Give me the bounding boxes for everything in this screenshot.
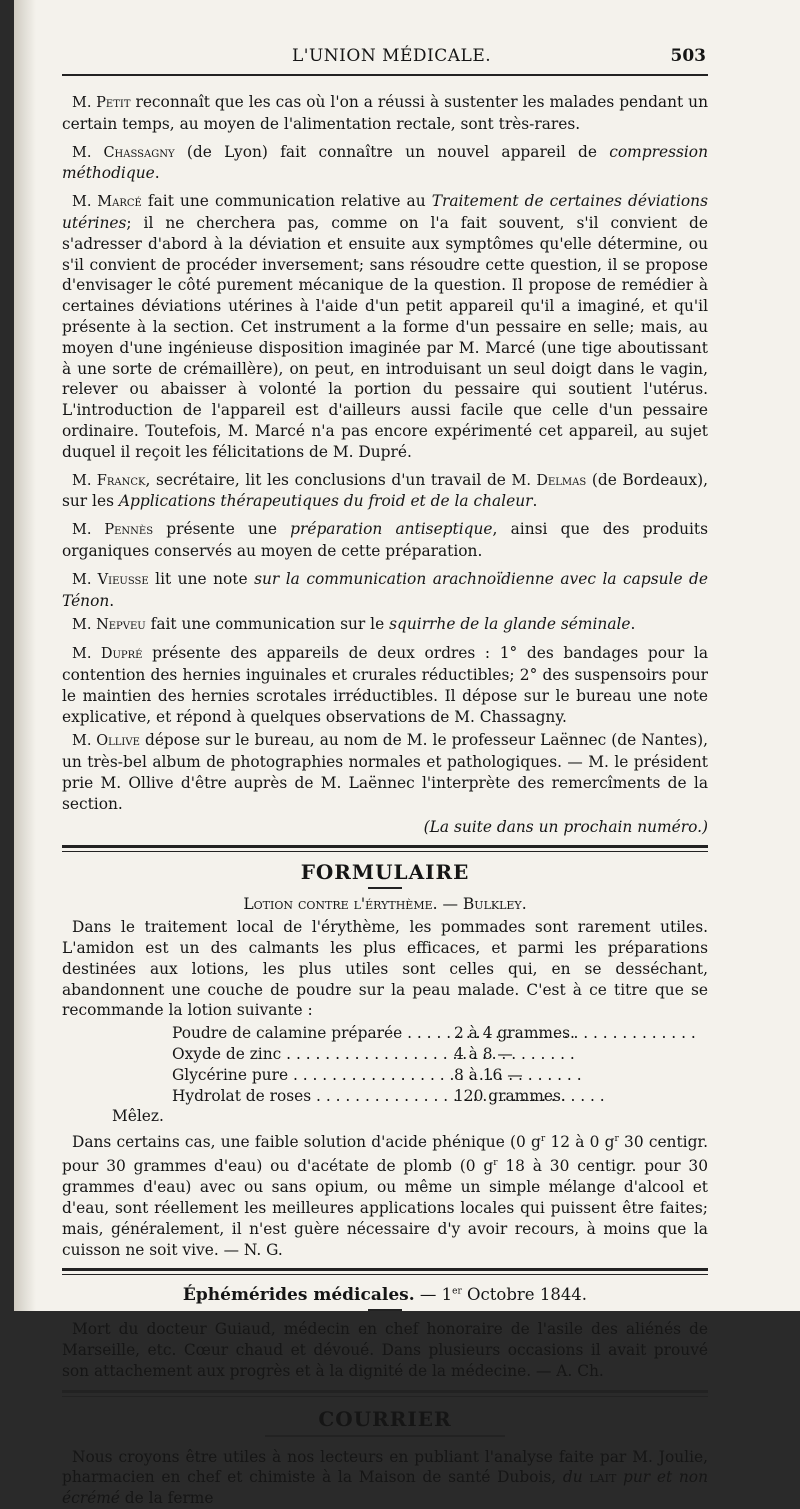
recipe-row	[172, 1023, 708, 1044]
recipe-row	[172, 1065, 708, 1086]
paragraph-marce: M. Marcé fait une communication relative au Traitement de certaines déviations utérines; il ne cherchera pas, comme on l'a fait souvent, s'il convient de s'adresser d'abord à la déviation et ensuite aux symptômes qu'elle détermine, ou s'il convient de procéder inversement; sans résoudre cette question, il se propose d'envisager le côté purement mécanique de la question. Il propose de remédier à certaines déviations utérines à l'aide d'un petit appareil qu'il a imaginé, et qu'il présente à la section. Cet instrument a la forme d'un pessaire en selle; mais, au moyen d'une ingénieuse disposition imaginée par M. Marcé (une tige aboutissant à une sorte de crémaillère), on peut, en introduisant un seul doigt dans le vagin, relever ou abaisser à volonté la portion du pessaire qui soutient l'utérus. L'introduction de l'appareil est d'ailleurs aussi facile que celle d'un pessaire ordinaire. Toutefois, M. Marcé n'a pas encore expérimenté cet appareil, au sujet duquel il reçoit les félicitations de M. Dupré.	[62, 192, 708, 461]
recipe-row	[172, 1044, 708, 1065]
courrier-title: COURRIER	[318, 1406, 452, 1431]
page-spine-shadow	[14, 0, 36, 1311]
ingredient-name: Oxyde de zinc . . .	[172, 1044, 454, 1065]
page-header	[62, 0, 708, 70]
formulaire-title: FORMULAIRE	[300, 860, 470, 885]
ephemerides-title: Éphémérides médicales. — 1er Octobre 1844.	[182, 1285, 588, 1306]
melez-instruction: Mêlez.	[112, 1107, 164, 1126]
section-rule	[62, 1390, 708, 1397]
formulaire-body: Dans certains cas, une faible solution d'acide phénique (0 $g^r$ 12 à 0 $g^r$ 30 centigr. pour 30 grammes d'eau) ou d'acétate de plomb (0 $g^r$ 18 à 30 centigr. pour 30 grammes d'eau) avec ou sans opium, ou même un simple mélange d'alcool et d'eau, sont réellement les meilleures applications locales qui puissent être faites; mais, généralement, il n'est guère nécessaire d'y avoir recours, à moins que la cuisson ne soit vive. — N. G.	[62, 1133, 709, 1259]
page-number: 503	[670, 46, 706, 66]
paragraph-chassagny: M. Chassagny (de Lyon) fait connaître un nouvel appareil de compression méthodique.	[62, 142, 708, 183]
recipe-row	[172, 1086, 708, 1107]
paragraph-ollive: M. Ollive dépose sur le bureau, au nom de M. le professeur Laënnec (de Nantes), un très-bel album de photographies normales et pathologiques. — M. le président prie M. Ollive d'être auprès de M. Laënnec l'interprète des remercîments de la section.	[62, 731, 708, 813]
section-rule	[62, 845, 708, 852]
ingredient-name: Hydrolat de roses . . .	[172, 1086, 454, 1107]
ingredient-name: Poudre de calamine préparée . . .	[172, 1023, 454, 1044]
continuation-note: (La suite dans un prochain numéro.)	[423, 817, 708, 836]
paragraph-petit: M. Petit reconnaît que les cas où l'on a réussi à sustenter les malades pendant un certain temps, au moyen de l'alimentation rectale, sont très-rares.	[62, 93, 708, 133]
ingredient-dose: 4 à 8 —	[454, 1045, 513, 1064]
ingredient-dose: 2 à 4 grammes.	[454, 1024, 575, 1043]
paragraph-dupre: M. Dupré présente des appareils de deux ordres : 1° des bandages pour la contention des hernies inguinales et crurales réductibles; 2° des suspensoirs pour le maintien des hernies scrotales irréductibles. Il dépose sur le bureau une note explicative, et répond à quelques observations de M. Chassagny.	[62, 644, 708, 726]
title-underline	[368, 887, 402, 889]
journal-page	[14, 0, 800, 1508]
formulaire-intro: Dans le traitement local de l'érythème, les pommades sont rarement utiles. L'amidon est un des calmants les plus efficaces, et parmi les préparations destinées aux lotions, les plus utiles sont celles qui, en se desséchant, abandonnent une couche de poudre sur la peau malade. C'est à ce titre que se recommande la lotion suivante :	[62, 918, 708, 1020]
ingredient-dose: 8 à 16 —	[454, 1065, 523, 1084]
ephemerides-text: Mort du docteur Guiaud, médecin en chef honoraire de l'asile des aliénés de Marseille, etc. Cœur chaud et dévoué. Dans plusieurs occasions il avait prouvé son attachement aux progrès et à la dignité de la médecine. — A. Ch.	[62, 1320, 708, 1380]
paragraph-vieusse: M. Vieusse lit une note sur la communication arachnoïdienne avec la capsule de Ténon.	[62, 569, 709, 610]
courrier-text: Nous croyons être utiles à nos lecteurs en publiant l'analyse faite par M. Joulie, pharmacien en chef et chimiste à la Maison de santé Dubois, du lait pur et non écrémé de la ferme	[62, 1447, 708, 1508]
title-underline	[368, 1309, 402, 1311]
paragraph-nepveu: M. Nepveu fait une communication sur le squirrhe de la glande séminale.	[72, 615, 636, 634]
section-rule	[62, 1268, 708, 1275]
paragraph-franck: M. Franck, secrétaire, lit les conclusions d'un travail de M. Delmas (de Bordeaux), sur les Applications thérapeutiques du froid et de la chaleur.	[62, 470, 708, 511]
page-content	[62, 0, 708, 1509]
title-underline	[265, 1435, 505, 1437]
formulaire-subtitle: Lotion contre l'érythème. — Bulkley.	[243, 895, 527, 914]
running-title: L'UNION MÉDICALE.	[292, 46, 492, 66]
paragraph-pennes: M. Pennès présente une préparation antiseptique, ainsi que des produits organiques conservés au moyen de cette préparation.	[62, 520, 708, 560]
recipe-list	[172, 1023, 708, 1106]
ingredient-dose: 120 grammes.	[454, 1086, 566, 1105]
ingredient-name: Glycérine pure . . .	[172, 1065, 454, 1086]
